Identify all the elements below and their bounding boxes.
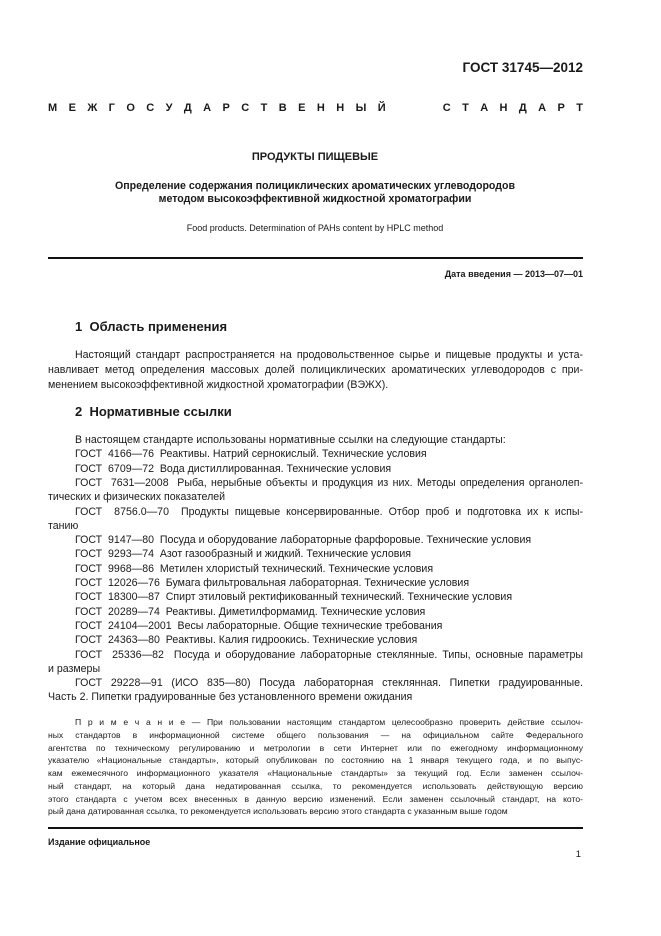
text-line: менением высокоэффективной жидкостной хроматографии (ВЭЖХ). [48, 378, 389, 391]
text-line: ГОСТ 9968—86 Метилен хлористый технический. Технические условия [75, 562, 434, 575]
text-line: навливает метод определения массовых долей полициклических ароматических углеводородов с при- [48, 363, 583, 376]
text-line: Часть 2. Пипетки градуированные без установленного времени ожидания [48, 691, 413, 704]
note-line: П р и м е ч а н и е — При пользовании настоящим стандартом целесообразно проверить действие ссылоч- [75, 717, 583, 727]
section-1-heading: 1 Область применения [75, 319, 228, 334]
introduction-date: Дата введения — 2013—07—01 [444, 269, 583, 279]
text-line: ГОСТ 24363—80 Реактивы. Калия гидроокись. Технические условия [75, 634, 418, 647]
title-english: Food products. Determination of PAHs content by HPLC method [186, 223, 444, 233]
text-line: тических и физических показателей [48, 491, 226, 504]
text-line: ГОСТ 20289—74 Реактивы. Диметилформамид. Технические условия [75, 605, 426, 618]
text-line: ГОСТ 7631—2008 Рыба, нерыбные объекты и продукция из них. Методы определения органолеп- [75, 476, 583, 489]
title-main: ПРОДУКТЫ ПИЩЕВЫЕ [251, 151, 379, 163]
title-sub-2: методом высокоэффективной жидкостной хроматографии [158, 193, 472, 205]
text-line: ГОСТ 4166—76 Реактивы. Натрий сернокислый. Технические условия [75, 448, 427, 461]
note-line: ный стандарт, на который дана недатированная ссылка, то рекомендуется использовать действующую версию [48, 780, 583, 791]
standard-type: М Е Ж Г О С У Д А Р С Т В Е Н Н Ы Й С Т А Н Д А Р Т [48, 102, 583, 114]
note-line: этого стандарта с учетом всех внесенных в данную версию изменений. Если заменен ссылочный стандарт, на кото- [48, 793, 583, 804]
text-line: и размеры [48, 662, 101, 675]
text-line: Настоящий стандарт распространяется на продовольственное сырье и пищевые продукты и уста- [75, 349, 583, 361]
note-line: рый дана датированная ссылка, то рекомендуется использовать версию этого стандарта с указанным выше годом [48, 806, 508, 817]
note-line: указателю «Национальные стандарты», который опубликован по состоянию на 1 января текущего года, и по выпус- [48, 755, 583, 766]
page-number: 1 [575, 849, 581, 860]
text-line: В настоящем стандарте использованы нормативные ссылки на следующие стандарты: [75, 434, 506, 446]
text-line: ГОСТ 12026—76 Бумага фильтровальная лабораторная. Технические условия [75, 577, 470, 589]
text-line: танию [48, 519, 79, 532]
footer-divider [48, 827, 583, 829]
text-line: ГОСТ 29228—91 (ИСО 835—80) Посуда лабораторная стеклянная. Пипетки градуированные. [75, 677, 583, 690]
text-line: ГОСТ 9293—74 Азот газообразный и жидкий. Технические условия [75, 548, 412, 561]
title-divider [48, 257, 583, 259]
note-line: агентства по техническому регулированию и метрологии в сети Интернет или по ежегодному информационному [48, 742, 583, 753]
text-line: ГОСТ 6709—72 Вода дистиллированная. Технические условия [75, 462, 392, 475]
text-line: ГОСТ 8756.0—70 Продукты пищевые консервированные. Отбор проб и подготовка их к испы- [75, 505, 583, 518]
title-sub-1: Определение содержания полициклических ароматических углеводородов [115, 180, 515, 192]
text-line: ГОСТ 18300—87 Спирт этиловый ректификованный технический. Технические условия [75, 591, 513, 604]
edition-label: Издание официальное [48, 837, 151, 847]
text-line: ГОСТ 25336—82 Посуда и оборудование лабораторные стеклянные. Типы, основные параметры [75, 648, 583, 661]
section-2-heading: 2 Нормативные ссылки [75, 404, 232, 419]
document-code: ГОСТ 31745—2012 [462, 60, 583, 75]
text-line: ГОСТ 24104—2001 Весы лабораторные. Общие технические требования [75, 619, 443, 632]
note-line: кам ежемесячного информационного указателя «Национальные стандарты» за текущий год. Если заменен ссылоч- [48, 768, 583, 778]
note-line: ных стандартов в информационной системе общего пользования — на официальном сайте Федерального [48, 729, 583, 740]
text-line: ГОСТ 9147—80 Посуда и оборудование лабораторные фарфоровые. Технические условия [75, 534, 532, 547]
